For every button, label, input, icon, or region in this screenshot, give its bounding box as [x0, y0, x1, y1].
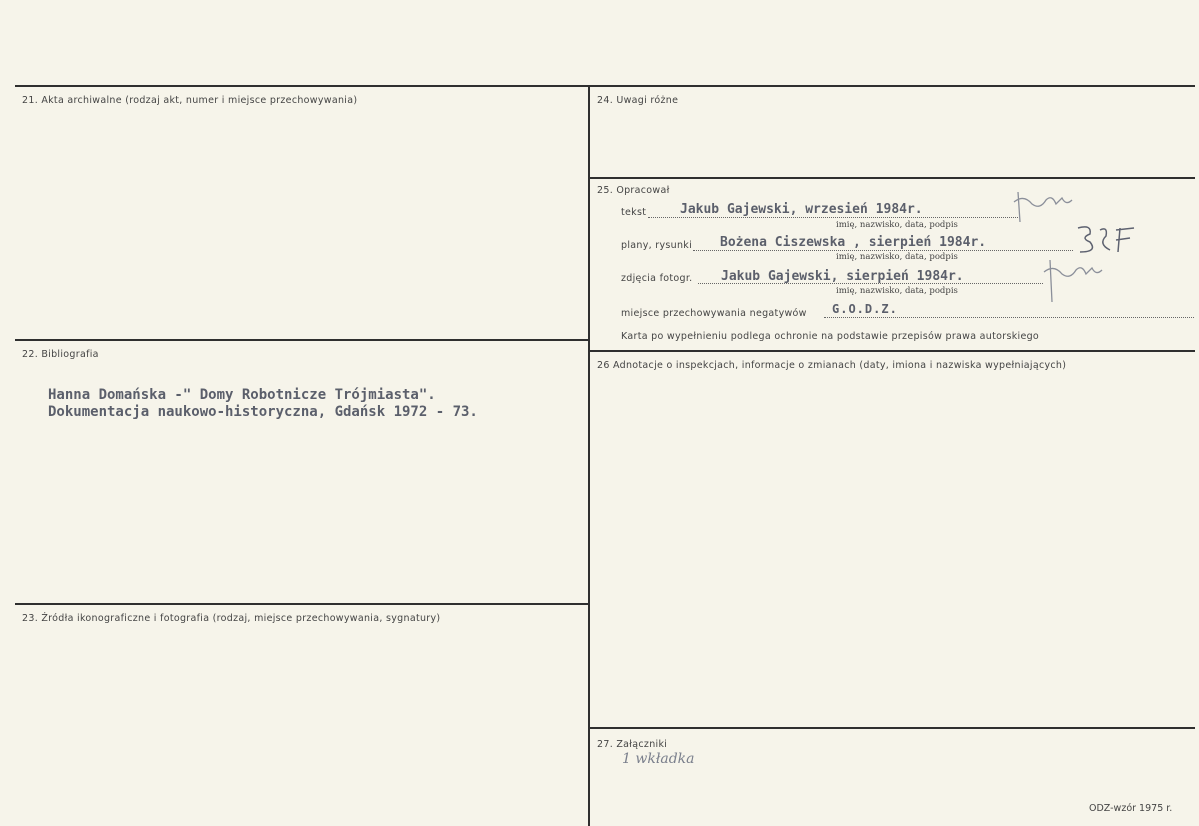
- field22-label: 22. Bibliografia: [22, 349, 99, 360]
- rule-24-25: [590, 177, 1195, 179]
- negatywy-label: miejsce przechowywania negatywów: [621, 308, 807, 319]
- tekst-value: Jakub Gajewski, wrzesień 1984r.: [680, 202, 923, 217]
- rule-25-26: [590, 350, 1195, 352]
- attachments-handwritten: 1 wkładka: [622, 751, 695, 767]
- zdjecia-sublabel: imię, nazwisko, data, podpis: [836, 286, 958, 296]
- tekst-dotted-line: [648, 217, 1018, 218]
- plany-label: plany, rysunki: [621, 240, 693, 251]
- field26-label: 26 Adnotacje o inspekcjach, informacje o zmianach (daty, imiona i nazwiska wypełniających): [597, 360, 1067, 371]
- plany-value: Bożena Ciszewska , sierpień 1984r.: [720, 235, 987, 250]
- form-version: ODZ-wzór 1975 r.: [1089, 803, 1173, 814]
- field25-label: 25. Opracował: [597, 185, 670, 196]
- plany-sublabel: imię, nazwisko, data, podpis: [836, 252, 958, 262]
- top-rule: [15, 85, 1195, 87]
- zdjecia-value: Jakub Gajewski, sierpień 1984r.: [721, 269, 964, 284]
- plany-dotted-line: [693, 250, 1073, 251]
- tekst-signature: [1010, 188, 1080, 224]
- bibliography-line-2: Dokumentacja naukowo-historyczna, Gdańsk 1972 - 73.: [48, 404, 478, 420]
- zdjecia-signature: [1040, 256, 1110, 304]
- rule-21-22: [15, 339, 588, 341]
- tekst-label: tekst: [621, 207, 647, 218]
- field23-label: 23. Źródła ikonograficzne i fotografia (rodzaj, miejsce przechowywania, sygnatury): [22, 613, 441, 624]
- field27-label: 27. Załączniki: [597, 739, 668, 750]
- field21-label: 21. Akta archiwalne (rodzaj akt, numer i miejsce przechowywania): [22, 95, 358, 106]
- rule-22-23: [15, 603, 588, 605]
- zdjecia-label: zdjęcia fotogr.: [621, 273, 693, 284]
- center-divider: [588, 86, 590, 826]
- field24-label: 24. Uwagi różne: [597, 95, 679, 106]
- plany-signature: [1072, 222, 1142, 258]
- tekst-sublabel: imię, nazwisko, data, podpis: [836, 220, 958, 230]
- negatywy-value: G.O.D.Z.: [832, 302, 898, 316]
- copyright-notice: Karta po wypełnieniu podlega ochronie na podstawie przepisów prawa autorskiego: [621, 331, 1040, 342]
- bibliography-line-1: Hanna Domańska -" Domy Robotnicze Trójmiasta".: [48, 387, 436, 403]
- rule-26-27: [590, 727, 1195, 729]
- negatywy-dotted-line: [824, 317, 1194, 318]
